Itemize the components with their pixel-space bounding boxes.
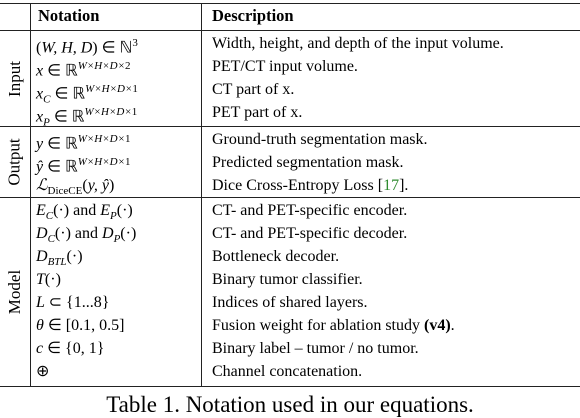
notation-concat-operator: ⊕ [36,363,50,380]
description-header: Description [212,6,294,25]
notation-input-volume: x ∈ ℝ$^{W\times H\times D\times 2}$ [36,60,131,80]
notation-pet-part: $x_P$ ∈ ℝ$^{W\times H\times D\times 1}$ [36,106,138,129]
notation-encoders: $E_C(\cdot)$ and $E_P(\cdot)$ [36,202,133,223]
notation-header: Notation [38,6,100,25]
notation-decoders: $D_C(\cdot)$ and $D_P(\cdot)$ [36,225,137,246]
notation-ct-part: $x_C$ ∈ ℝ$^{W\times H\times D\times 1}$ [36,83,138,106]
citation-link: 17 [383,177,400,194]
notation-ground-truth: y ∈ ℝ$^{W\times H\times D\times 1}$ [36,133,131,153]
description-cell: Bottleneck decoder. [212,248,340,265]
group-label-model: Model [5,269,25,315]
description-cell: PET part of x. [212,104,303,121]
group-rule-input-output [0,126,580,127]
notation-fusion-weight: θ ∈ [0.1, 0.5] [36,317,125,334]
header-rule [0,30,580,31]
table-caption: Table 1. Notation used in our equations. [106,392,474,417]
table-top-rule [0,3,580,4]
description-cell: Predicted segmentation mask. [212,154,404,171]
description-cell: Binary tumor classifier. [212,271,363,288]
group-column-divider [30,3,31,386]
description-cell: Dice Cross-Entropy Loss [17]. [212,177,409,194]
description-cell: CT- and PET-specific decoder. [212,225,408,242]
notation-column-divider [201,3,202,386]
group-label-output: Output [5,138,25,186]
description-cell: Indices of shared layers. [212,294,368,311]
table-bottom-rule [0,386,580,387]
description-cell: Width, height, and depth of the input volume. [212,35,504,52]
description-cell: Channel concatenation. [212,363,363,380]
description-cell: Binary label – tumor / no tumor. [212,340,419,357]
notation-bottleneck: $D_{BTL}(\cdot)$ [36,248,83,269]
notation-binary-label: c ∈ {0, 1} [36,340,105,357]
notation-loss: ℒ$_{DiceCE}$(y, ŷ) [36,177,115,198]
notation-classifier: T(·) [36,271,61,288]
notation-volume-dims: (W, H, D) ∈ ℕ$^3$ [36,37,138,57]
description-cell: Ground-truth segmentation mask. [212,131,428,148]
description-cell: Fusion weight for ablation study (v4). [212,317,455,334]
group-rule-output-model [0,197,580,198]
description-cell: CT part of x. [212,81,295,98]
notation-prediction: ŷ ∈ ℝ$^{W\times H\times D\times 1}$ [36,156,131,176]
description-cell: PET/CT input volume. [212,58,358,75]
notation-shared-layers: L ⊂ {1...8} [36,294,110,311]
group-label-input: Input [5,60,25,97]
description-cell: CT- and PET-specific encoder. [212,202,408,219]
